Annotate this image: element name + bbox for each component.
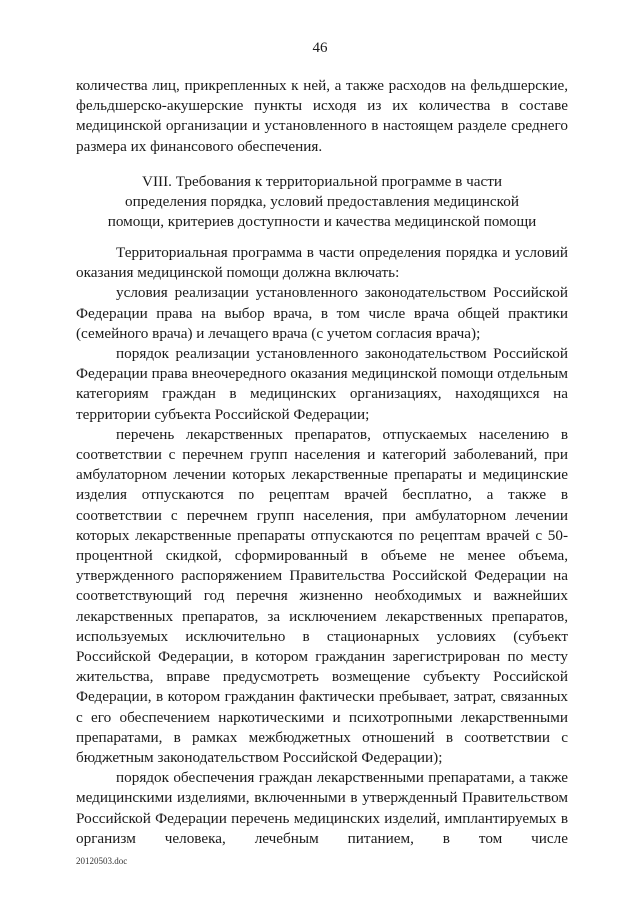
section-heading-line: VIII. Требования к территориальной программе в части	[142, 173, 502, 190]
lead-paragraph: Территориальная программа в части определения порядка и условий оказания медицинской помощи должна включать:	[76, 244, 568, 282]
page-number: 46	[312, 40, 328, 56]
section-heading-line: определения порядка, условий предоставления медицинской	[125, 193, 519, 211]
intro-paragraph: количества лиц, прикрепленных к ней, а также расходов на фельдшерские, фельдшерско-акушерские пункты исходя из их количества в составе медицинской организации и установленного в настоящем разделе среднего размера их финансового обеспечения.	[76, 77, 568, 155]
list-item: условия реализации установленного законодательством Российской Федерации права на выбор врача, в том числе врача общей практики (семейного врача) и лечащего врача (с учетом согласия врача);	[76, 284, 568, 342]
intro-text	[76, 76, 568, 157]
main-text	[76, 243, 568, 849]
section-heading	[76, 172, 568, 233]
footer-filename: 20120503.doc	[76, 856, 128, 866]
list-item: порядок реализации установленного законодательством Российской Федерации права внеочередного оказания медицинской помощи отдельным категориям граждан в медицинских организациях, находящихся на территории субъекта Российской Федерации;	[76, 345, 568, 423]
list-item: перечень лекарственных препаратов, отпускаемых населению в соответствии с перечнем групп населения и категорий заболеваний, при амбулаторном лечении которых лекарственные препараты и медицинские изделия отпускаются по рецептам врачей бесплатно, а также в соответствии с перечнем групп населения, при амбулаторном лечении которых лекарственные препараты отпускаются по рецептам врачей с 50-процентной скидкой, сформированный в объеме не менее объема, утвержденного распоряжением Правительства Российской Федерации на соответствующий год перечня жизненно необходимых и важнейших лекарственных препаратов, за исключением лекарственных препаратов, используемых исключительно в стационарных условиях (субъект Российской Федерации, в котором гражданин зарегистрирован по месту жительства, вправе предусмотреть возмещение субъекту Российской Федерации, в котором гражданин фактически пребывает, затрат, связанных с его обеспечением наркотическими и психотропными лекарственными препаратами, в рамках межбюджетных отношений в соответствии с бюджетным законодательством Российской Федерации);	[76, 425, 568, 767]
list-item: порядок обеспечения граждан лекарственными препаратами, а также медицинскими изделиями, включенными в утвержденный Правительством Российской Федерации перечень медицинских изделий, имплантируемых в организм человека, лечебным питанием, в том числе	[76, 769, 568, 847]
section-heading-line: помощи, критериев доступности и качества медицинской помощи	[107, 213, 537, 231]
